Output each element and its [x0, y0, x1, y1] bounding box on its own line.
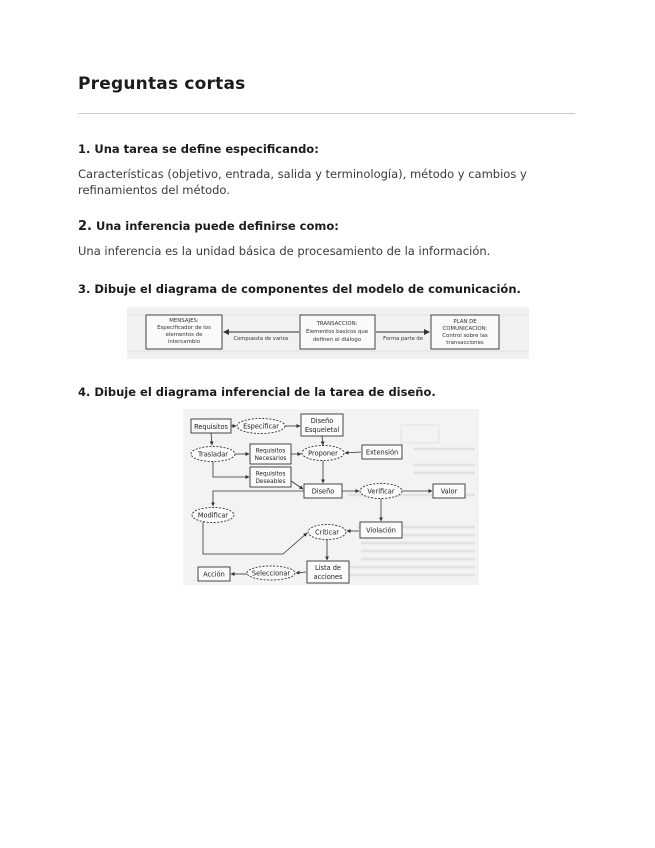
violacion-label: Violación	[366, 526, 396, 535]
diseno-esqueletal-line-2: Esqueletal	[304, 426, 340, 434]
requisitos-necesarios-line-1: Requisitos	[255, 448, 286, 455]
diseno-label: Diseño	[311, 487, 335, 496]
question-2	[78, 219, 339, 234]
answer-1: Características (objetivo, entrada, salida y terminología), método y cambios y refinamientos del método.	[78, 167, 527, 197]
especificar-label: Especificar	[243, 422, 279, 431]
transaccion-line-2: Elementos basicos que	[305, 329, 369, 335]
edge-trasladar-deseables	[213, 462, 249, 477]
plan-line-3: Control sobre las	[442, 333, 488, 339]
mensajes-line-3: elementos de	[165, 332, 203, 338]
question-2-text: Una inferencia puede definirse como:	[96, 219, 339, 233]
extension-label: Extensión	[365, 448, 399, 457]
requisitos-deseables-line-1: Requisitos	[255, 471, 286, 478]
mensajes-line-4: intercambio	[167, 339, 201, 345]
edge-extension-proponer	[345, 452, 361, 453]
requisitos-deseables-line-2: Deseables	[255, 479, 286, 485]
communication-diagram	[127, 307, 529, 359]
proponer-label: Proponer	[308, 449, 338, 458]
lista-acciones-line-1: Lista de	[315, 564, 341, 572]
page-title: Preguntas cortas	[78, 74, 246, 94]
answer-2: Una inferencia es la unidad básica de procesamiento de la información.	[78, 244, 491, 258]
question-2-number: 2.	[78, 219, 92, 234]
edge-left-label: Compuesta de varios	[233, 336, 289, 342]
design-diagram	[183, 409, 479, 585]
modificar-label: Modificar	[197, 511, 229, 520]
question-3: 3. Dibuje el diagrama de componentes del modelo de comunicación.	[78, 282, 521, 296]
edge-lista-seleccionar	[296, 572, 306, 573]
question-1: 1. Una tarea se define especificando:	[78, 142, 319, 156]
mensajes-line-1: MENSAJES:	[169, 318, 199, 324]
edge-diseno-modificar	[213, 491, 304, 506]
edge-modificar-criticar	[203, 522, 307, 554]
verificar-label: Verificar	[367, 487, 395, 496]
requisitos-label: Requisitos	[194, 423, 228, 431]
transaccion-line-3: definen el diálogo	[312, 337, 362, 343]
valor-label: Valor	[440, 487, 458, 496]
question-4: 4. Dibuje el diagrama inferencial de la tarea de diseño.	[78, 385, 436, 399]
seleccionar-label: Seleccionar	[251, 569, 291, 578]
mensajes-line-2: Especificador de los	[157, 325, 211, 331]
criticar-label: Criticar	[315, 528, 339, 537]
edge-right-label: Forma parte de	[383, 336, 423, 342]
plan-line-1: PLAN DE	[453, 319, 477, 325]
accion-label: Acción	[203, 570, 225, 579]
edge-requisitos-trasladar	[211, 433, 212, 445]
title-divider	[78, 113, 575, 114]
lista-acciones-line-2: acciones	[313, 573, 343, 581]
edge-esqueletal-proponer	[322, 436, 323, 445]
diseno-esqueletal-line-1: Diseño	[310, 417, 334, 425]
trasladar-label: Trasladar	[197, 450, 229, 459]
plan-line-4: transacciones	[446, 340, 484, 346]
requisitos-necesarios-line-2: Necesarios	[254, 456, 287, 462]
transaccion-line-1: TRANSACCION:	[316, 321, 358, 327]
plan-line-2: COMUNICACION:	[442, 326, 488, 332]
edge-deseables-diseno	[291, 481, 303, 489]
